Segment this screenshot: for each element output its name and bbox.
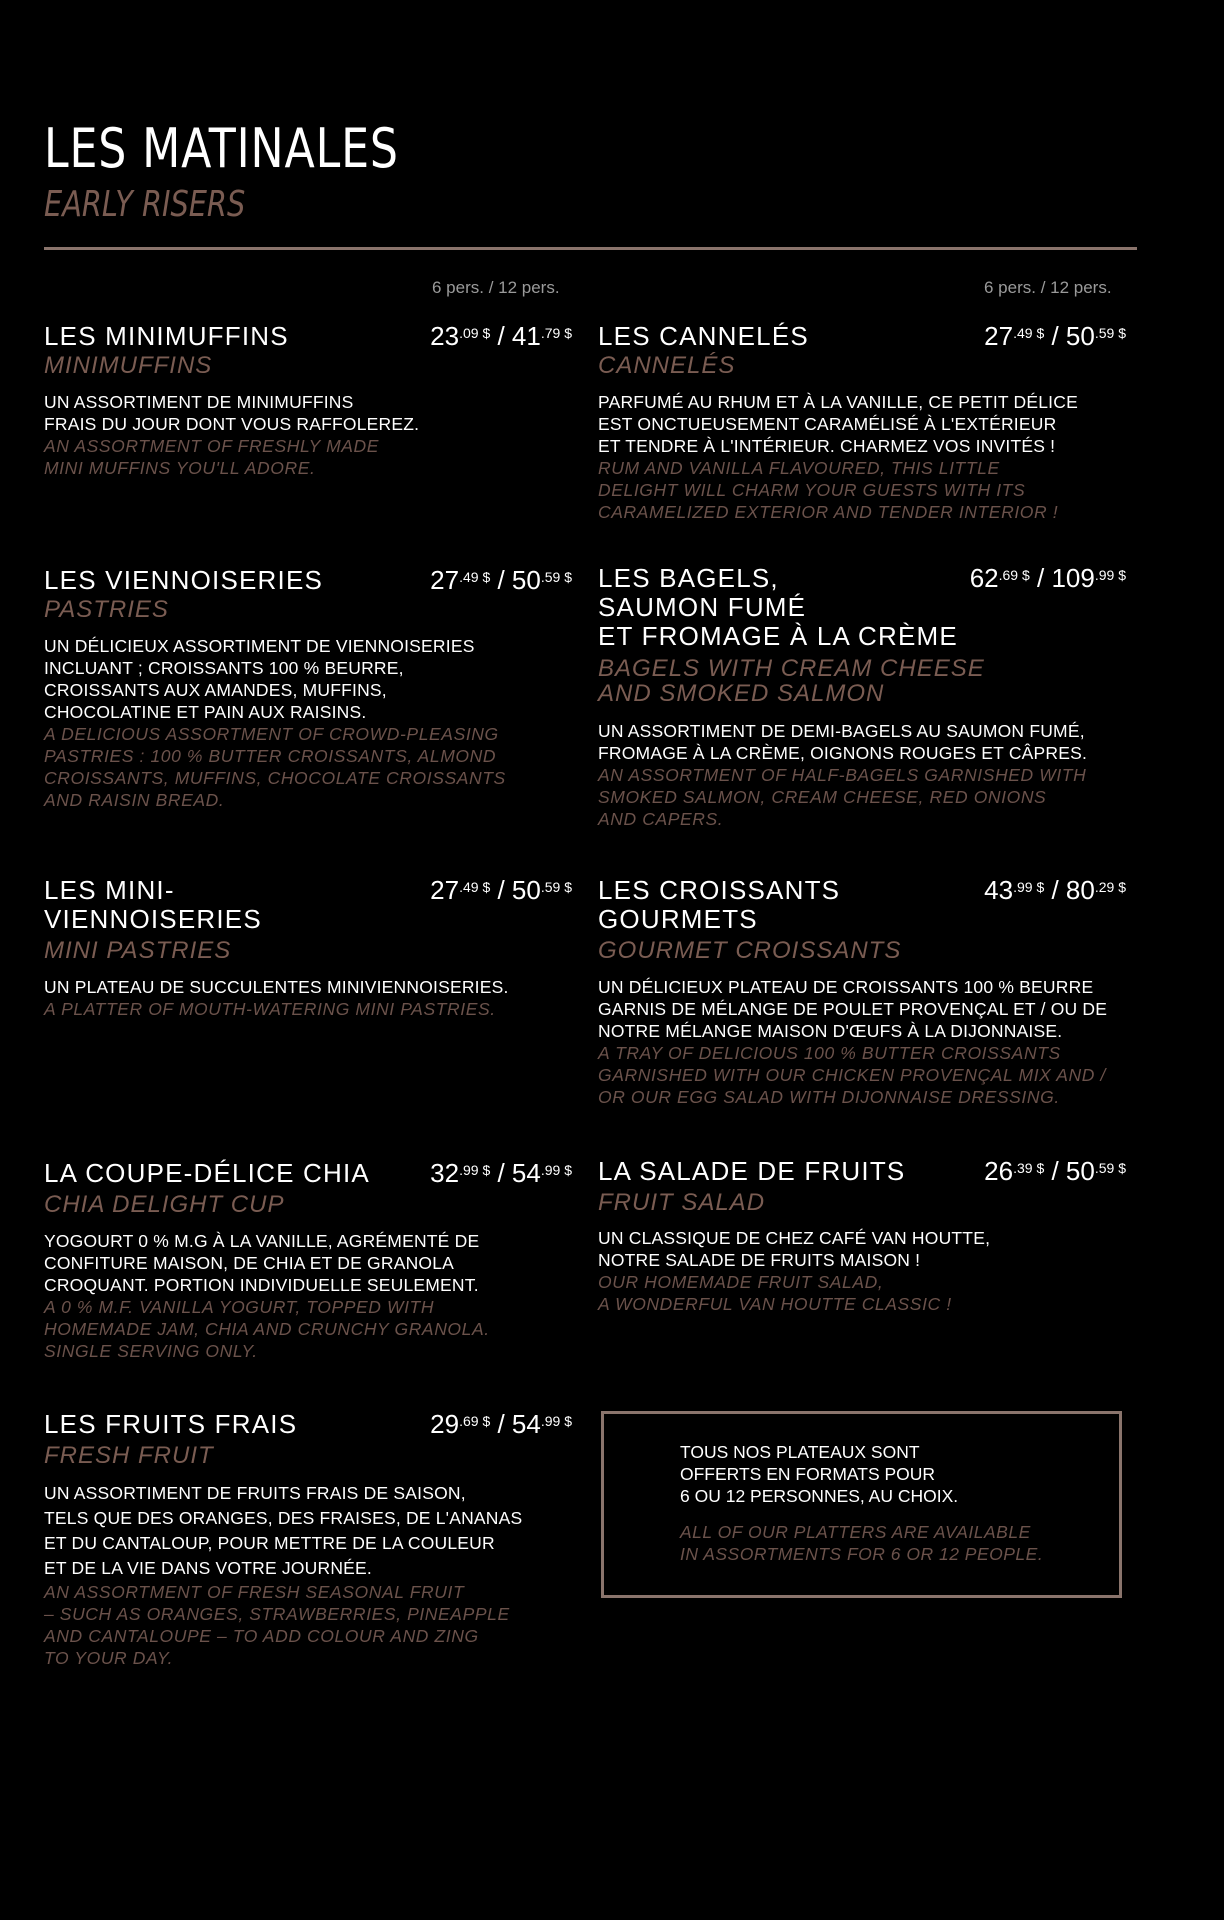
item-name: LES FRUITS FRAIS (44, 1409, 298, 1439)
item-price: $62^{.69 \$} / 109^{.99 \$}$ (969, 563, 1126, 593)
serving-label-right: 6 pers. / 12 pers. (984, 278, 1112, 297)
item-name: LA COUPE-DÉLICE CHIA (44, 1158, 370, 1188)
item-name: LES BAGELS, SAUMON FUMÉ ET FROMAGE À LA CRÈME (598, 563, 958, 651)
item-price: $27^{.49 \$} / 50^{.59 \$}$ (430, 875, 572, 905)
item-description-en: A DELICIOUS ASSORTMENT OF CROWD-PLEASING PASTRIES : 100 % BUTTER CROISSANTS, ALMOND CROISSANTS, MUFFINS, CHOCOLATE CROISSANTS AND RAISIN BREAD. (44, 724, 506, 810)
menu-item-croissants-gourmets (598, 876, 1126, 1108)
serving-label-left: 6 pers. / 12 pers. (432, 278, 560, 297)
item-description-fr: UN CLASSIQUE DE CHEZ CAFÉ VAN HOUTTE, NOTRE SALADE DE FRUITS MAISON ! (598, 1228, 991, 1270)
item-name-en: FRESH FRUIT (44, 1442, 214, 1469)
menu-item-minimuffins (44, 322, 572, 479)
item-description-en: A TRAY OF DELICIOUS 100 % BUTTER CROISSANTS GARNISHED WITH OUR CHICKEN PROVENÇAL MIX AND / OR OUR EGG SALAD WITH DIJONNAISE DRESSING. (598, 1043, 1106, 1107)
item-name-en: CHIA DELIGHT CUP (44, 1191, 285, 1218)
item-description-en: AN ASSORTMENT OF FRESH SEASONAL FRUIT – SUCH AS ORANGES, STRAWBERRIES, PINEAPPLE AND CANTALOUPE – TO ADD COLOUR AND ZING TO YOUR DAY. (44, 1582, 510, 1668)
item-name: LES CANNELÉS (598, 321, 809, 351)
item-description-en: A PLATTER OF MOUTH-WATERING MINI PASTRIES. (44, 999, 496, 1019)
item-name-en: FRUIT SALAD (598, 1189, 766, 1216)
item-name: LES MINI- VIENNOISERIES (44, 875, 262, 934)
item-description-fr: PARFUMÉ AU RHUM ET À LA VANILLE, CE PETIT DÉLICE EST ONCTUEUSEMENT CARAMÉLISÉ À L'EXTÉRIEUR ET TENDRE À L'INTÉRIEUR. CHARMEZ VOS INVITÉS ! (598, 392, 1078, 456)
item-description-en: AN ASSORTMENT OF FRESHLY MADE MINI MUFFINS YOU'LL ADORE. (44, 436, 380, 478)
item-description-en: A 0 % M.F. VANILLA YOGURT, TOPPED WITH HOMEMADE JAM, CHIA AND CRUNCHY GRANOLA. SINGLE SERVING ONLY. (44, 1297, 490, 1361)
item-description-fr: UN DÉLICIEUX ASSORTIMENT DE VIENNOISERIES INCLUANT ; CROISSANTS 100 % BEURRE, CROISSANTS AUX AMANDES, MUFFINS, CHOCOLATINE ET PAIN AUX RAISINS. (44, 636, 475, 722)
page-subtitle: EARLY RISERS (44, 184, 246, 225)
note-text-en: ALL OF OUR PLATTERS ARE AVAILABLE IN ASSORTMENTS FOR 6 OR 12 PEOPLE. (680, 1522, 1044, 1564)
item-name-en: MINI PASTRIES (44, 937, 232, 964)
item-name-en: CANNELÉS (598, 352, 736, 379)
menu-item-bagels (598, 564, 1126, 830)
item-description-en: RUM AND VANILLA FLAVOURED, THIS LITTLE DELIGHT WILL CHARM YOUR GUESTS WITH ITS CARAMELIZED EXTERIOR AND TENDER INTERIOR ! (598, 458, 1059, 522)
page-title: LES MATINALES (44, 117, 399, 180)
item-name: LES VIENNOISERIES (44, 565, 324, 595)
item-price: $32^{.99 \$} / 54^{.99 \$}$ (430, 1158, 572, 1188)
item-description-fr: UN DÉLICIEUX PLATEAU DE CROISSANTS 100 % BEURRE GARNIS DE MÉLANGE DE POULET PROVENÇAL ET / OU DE NOTRE MÉLANGE MAISON D'ŒUFS À LA DIJONNAISE. (598, 977, 1108, 1041)
item-name-en: MINIMUFFINS (44, 352, 213, 379)
item-name: LA SALADE DE FRUITS (598, 1156, 906, 1186)
menu-item-mini-viennoiseries (44, 876, 572, 1020)
item-name-en: GOURMET CROISSANTS (598, 937, 902, 964)
item-description-fr: UN PLATEAU DE SUCCULENTES MINIVIENNOISERIES. (44, 977, 509, 997)
menu-item-coupe-delice-chia (44, 1159, 572, 1362)
item-price: $43^{.99 \$} / 80^{.29 \$}$ (984, 875, 1126, 905)
item-description-en: AN ASSORTMENT OF HALF-BAGELS GARNISHED WITH SMOKED SALMON, CREAM CHEESE, RED ONIONS AND CAPERS. (598, 765, 1087, 829)
menu-item-salade-de-fruits (598, 1157, 1126, 1315)
menu-item-viennoiseries (44, 566, 572, 811)
header-divider (44, 247, 1137, 250)
item-description-fr: UN ASSORTIMENT DE DEMI-BAGELS AU SAUMON FUMÉ, FROMAGE À LA CRÈME, OIGNONS ROUGES ET CÂPRES. (598, 721, 1088, 763)
item-description-fr: UN ASSORTIMENT DE MINIMUFFINS FRAIS DU JOUR DONT VOUS RAFFOLEREZ. (44, 392, 420, 434)
menu-item-fruits-frais (44, 1410, 572, 1669)
item-description-fr: YOGOURT 0 % M.G À LA VANILLE, AGRÉMENTÉ DE CONFITURE MAISON, DE CHIA ET DE GRANOLA CROQUANT. PORTION INDIVIDUELLE SEULEMENT. (44, 1231, 480, 1295)
item-description-fr: UN ASSORTIMENT DE FRUITS FRAIS DE SAISON, TELS QUE DES ORANGES, DES FRAISES, DE L'ANANAS ET DU CANTALOUP, POUR METTRE DE LA COULEUR ET DE LA VIE DANS VOTRE JOURNÉE. (44, 1483, 523, 1578)
item-price: $29^{.69 \$} / 54^{.99 \$}$ (430, 1409, 572, 1439)
item-name: LES MINIMUFFINS (44, 321, 289, 351)
item-price: $26^{.39 \$} / 50^{.59 \$}$ (984, 1156, 1126, 1186)
item-description-en: OUR HOMEMADE FRUIT SALAD, A WONDERFUL VAN HOUTTE CLASSIC ! (598, 1272, 952, 1314)
platter-size-note (601, 1411, 1122, 1598)
item-price: $27^{.49 \$} / 50^{.59 \$}$ (430, 565, 572, 595)
menu-item-canneles (598, 322, 1126, 523)
item-price: $23^{.09 \$} / 41^{.79 \$}$ (430, 321, 572, 351)
item-name: LES CROISSANTS GOURMETS (598, 875, 841, 934)
item-price: $27^{.49 \$} / 50^{.59 \$}$ (984, 321, 1126, 351)
item-name-en: PASTRIES (44, 596, 169, 623)
note-text-fr: TOUS NOS PLATEAUX SONT OFFERTS EN FORMATS POUR 6 OU 12 PERSONNES, AU CHOIX. (680, 1442, 959, 1506)
item-name-en: BAGELS WITH CREAM CHEESE AND SMOKED SALMON (598, 655, 985, 707)
